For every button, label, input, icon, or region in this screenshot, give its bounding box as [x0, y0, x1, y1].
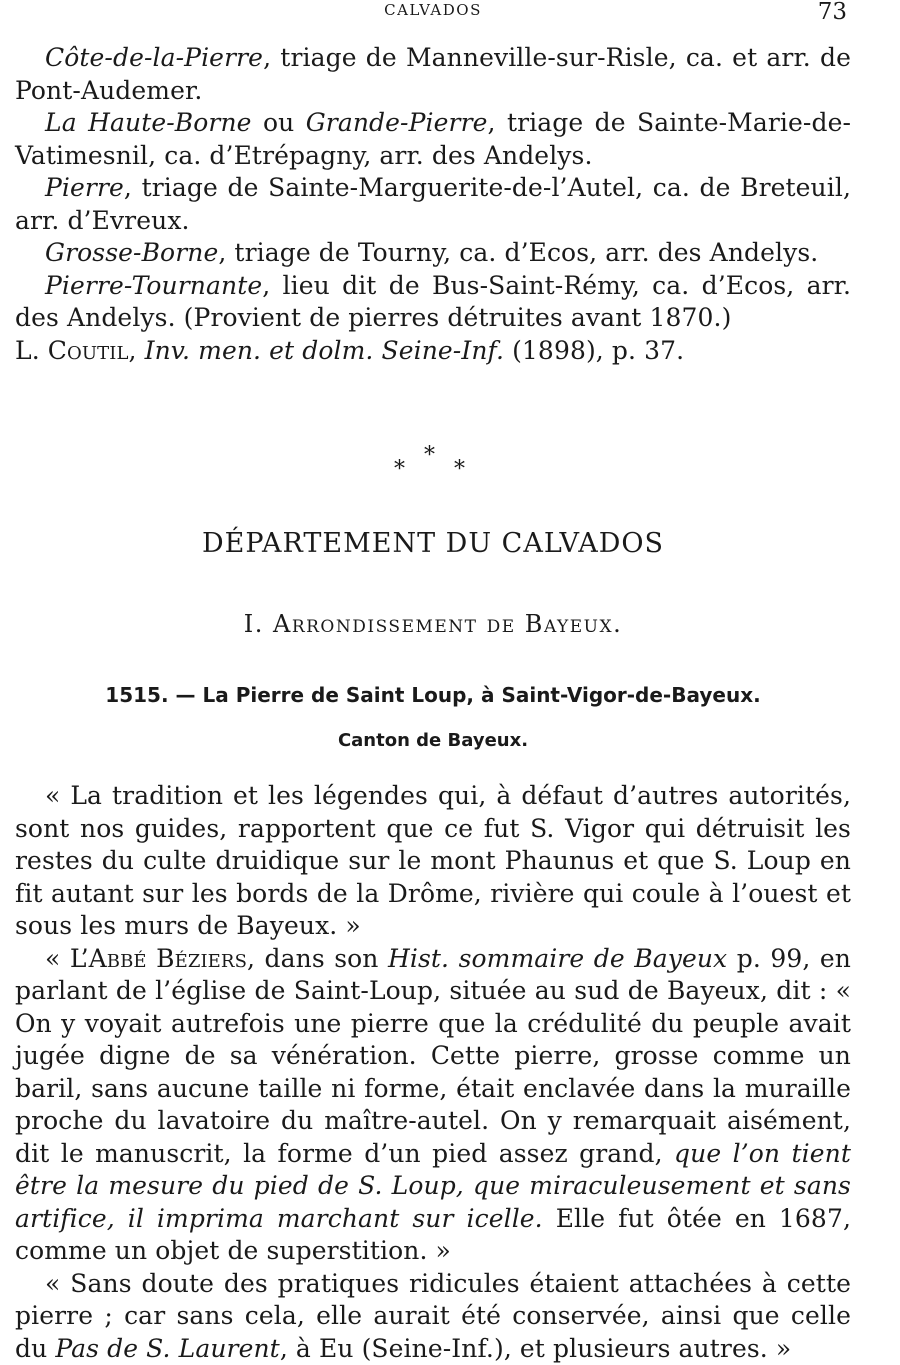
- italic-place: Pas de S. Laurent: [55, 1334, 279, 1363]
- text: , à Eu (Seine-Inf.), et plusieurs autres. »: [280, 1334, 791, 1363]
- paragraph-1: « La tradition et les légendes qui, à défaut d’autres autorités, sont nos guides, rapportent que ce fut S. Vigor qui détruisit les restes du culte druidique sur le mont Phaunus et que S. Loup en fit autant sur les bords de la Drôme, rivière qui coule à l’ouest et sous les murs de Bayeux. »: [15, 780, 851, 943]
- citation-rest: (1898), p. 37.: [504, 336, 684, 365]
- cited-work: Inv. men. et dolm. Seine-Inf.: [145, 336, 504, 365]
- arrondissement-title: I. Arrondissement de Bayeux.: [15, 610, 851, 638]
- paragraph-3: [15, 1268, 851, 1365]
- entry-pierre-tournante: [15, 270, 851, 335]
- paragraph-2: [15, 943, 851, 1268]
- entry-name: Grosse-Borne: [45, 238, 218, 267]
- separator-star-left: *: [394, 457, 405, 482]
- text: « Sans doute des pratiques ridicules étaient attachées à cette pierre ; car sans cela, elle aurait été conservée, ainsi que celle du: [15, 1269, 851, 1363]
- entry-name: Pierre-Tournante: [45, 271, 262, 300]
- reference-citation: [15, 335, 851, 368]
- canton-subtitle: Canton de Bayeux.: [15, 730, 851, 751]
- separator-star-right: *: [454, 457, 465, 482]
- document-page: [15, 0, 851, 1364]
- entry-text: , triage de Manneville-sur-Risle, ca. et arr. de Pont-Audemer.: [15, 43, 851, 105]
- entry-cote-de-la-pierre: [15, 42, 851, 107]
- entry-pierre: [15, 172, 851, 237]
- entry-name: Côte-de-la-Pierre: [45, 43, 263, 72]
- entry-text: , triage de Sainte-Marguerite-de-l’Autel, ca. de Breteuil, arr. d’Evreux.: [15, 173, 851, 235]
- quote-open: « L’: [45, 944, 89, 973]
- entry-name-alt: Grande-Pierre: [306, 108, 488, 137]
- body-text: [15, 780, 851, 1365]
- entry-text: , triage de Tourny, ca. d’Ecos, arr. des Andelys.: [218, 238, 818, 267]
- entry-text: , lieu dit de Bus-Saint-Rémy, ca. d’Ecos, arr. des Andelys. (Provient de pierres détruites avant 1870.): [15, 271, 851, 333]
- page-number: 73: [818, 0, 847, 25]
- eure-entries: [15, 42, 851, 367]
- author-initial: L.: [15, 336, 48, 365]
- entry-name: Pierre: [45, 173, 124, 202]
- entry-grosse-borne: [15, 237, 851, 270]
- text: , dans son: [247, 944, 388, 973]
- entry-title: 1515. — La Pierre de Saint Loup, à Saint-Vigor-de-Bayeux.: [15, 683, 851, 707]
- author-name: Coutil: [48, 336, 129, 365]
- entry-name: La Haute-Borne: [45, 108, 252, 137]
- cited-work: Hist. sommaire de Bayeux: [388, 944, 727, 973]
- running-title: CALVADOS: [15, 1, 851, 19]
- citation-comma: ,: [129, 336, 145, 365]
- page-header: [15, 0, 851, 26]
- text: p. 99, en parlant de l’église de Saint-Loup, située au sud de Bayeux, dit : « On y voyait autrefois une pierre que la crédulité du peuple avait jugée digne de sa vénération. Cette pierre, grosse comme un baril, sans aucune taille ni forme, était enclavée dans la muraille proche du lavatoire du maître-autel. On y remarquait aisément, dit le manuscrit, la forme d’un pied assez grand,: [15, 944, 851, 1168]
- department-title: DÉPARTEMENT DU CALVADOS: [15, 528, 851, 559]
- entry-connector: ou: [252, 108, 306, 137]
- separator-star-top: *: [424, 443, 435, 468]
- section-separator: [15, 443, 851, 483]
- text: Elle fut ôtée en 1687, comme un objet de superstition. »: [15, 1204, 851, 1266]
- author-name: Abbé Béziers: [89, 944, 247, 973]
- entry-haute-borne: [15, 107, 851, 172]
- entry-text: , triage de Sainte-Marie-de-Vatimesnil, ca. d’Etrépagny, arr. des Andelys.: [15, 108, 851, 170]
- italic-quote: que l’on tient être la mesure du pied de S. Loup, que miraculeusement et sans artifice, il imprima marchant sur icelle.: [15, 1139, 851, 1233]
